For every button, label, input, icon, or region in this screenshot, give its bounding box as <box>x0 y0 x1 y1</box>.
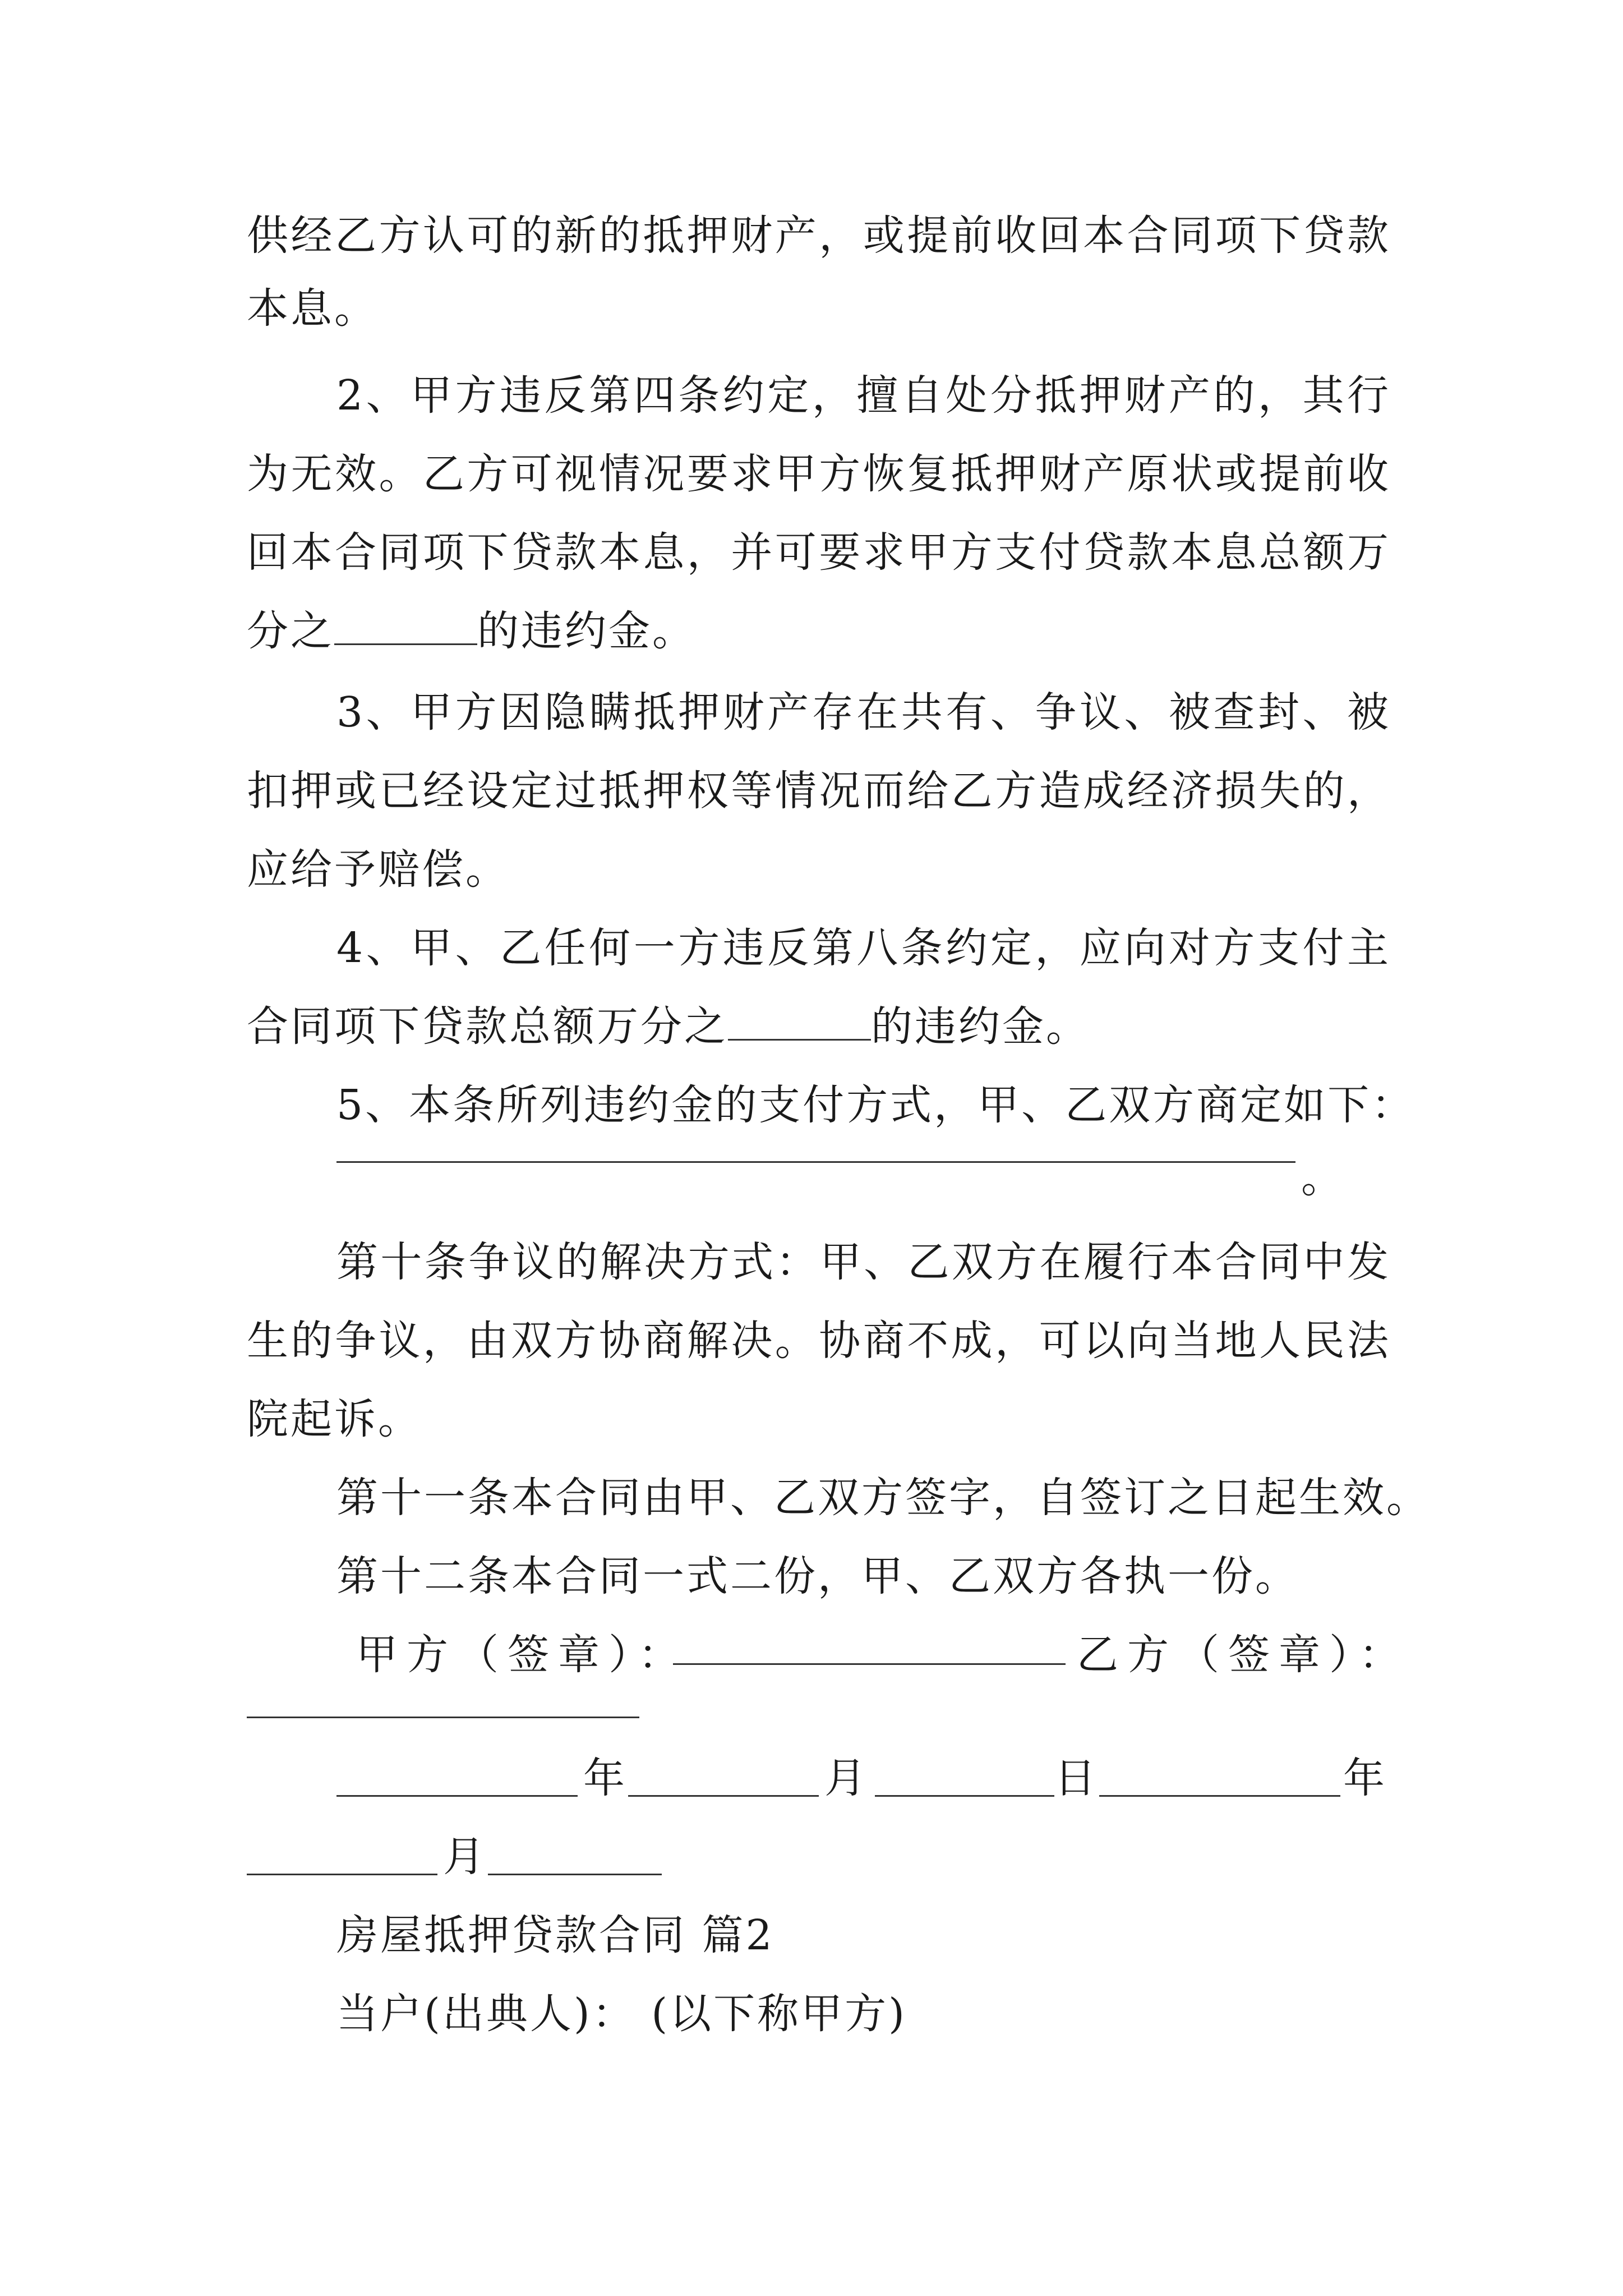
date-day-label: 日 <box>1054 1754 1098 1802</box>
date-day-blank-2[interactable] <box>488 1874 662 1875</box>
fill-blank[interactable] <box>334 604 477 645</box>
period-mark: 。 <box>1301 1154 1345 1202</box>
paragraph-line: 回本合同项下贷款本息，并可要求甲方支付贷款本息总额万 <box>247 528 1391 577</box>
paragraph-line: 为无效。乙方可视情况要求甲方恢复抵押财产原状或提前收 <box>247 450 1391 498</box>
date-month-blank-2[interactable] <box>247 1874 437 1875</box>
paragraph-line <box>247 999 1391 1055</box>
date-day-blank[interactable] <box>875 1795 1054 1797</box>
article-11-line: 第十一条本合同由甲、乙双方签字，自签订之日起生效。 <box>336 1474 1430 1522</box>
paragraph-line: 本息。 <box>247 284 378 333</box>
date-month-label-2: 月 <box>443 1833 487 1881</box>
fill-blank[interactable] <box>336 1161 1295 1163</box>
paragraph-line: 院起诉。 <box>247 1395 422 1443</box>
fill-blank[interactable] <box>728 1000 871 1041</box>
line-text: 的违约金。 <box>477 607 696 655</box>
clause-5-line: 5、本条所列违约金的支付方式，甲、乙双方商定如下： <box>336 1081 1415 1129</box>
date-year-blank-2[interactable] <box>1099 1795 1340 1797</box>
party-a-signature-label: 甲方（签章）： <box>356 1631 689 1679</box>
clause-2-line: 2、甲方违反第四条约定，擅自处分抵押财产的，其行 <box>336 371 1391 420</box>
section-title: 房屋抵押贷款合同 篇2 <box>336 1911 774 1959</box>
party-b-signature-blank[interactable] <box>247 1717 639 1718</box>
pawner-line: 当户(出典人)： (以下称甲方) <box>336 1990 907 2038</box>
paragraph-line <box>247 603 1391 659</box>
date-year-label-2: 年 <box>1343 1754 1387 1802</box>
paragraph-line: 应给予赔偿。 <box>247 845 509 894</box>
line-text: 合同项下贷款总额万分之 <box>247 1002 728 1051</box>
date-year-blank[interactable] <box>336 1795 578 1797</box>
date-month-label: 月 <box>824 1754 868 1802</box>
date-month-blank[interactable] <box>628 1795 819 1797</box>
clause-3-line: 3、甲方因隐瞒抵押财产存在共有、争议、被查封、被 <box>336 688 1391 737</box>
paragraph-line: 生的争议，由双方协商解决。协商不成，可以向当地人民法 <box>247 1317 1391 1365</box>
line-text: 的违约金。 <box>871 1002 1090 1051</box>
paragraph-line: 扣押或已经设定过抵押权等情况而给乙方造成经济损失的， <box>247 767 1391 815</box>
article-12-line: 第十二条本合同一式二份，甲、乙双方各执一份。 <box>336 1552 1299 1600</box>
paragraph-line: 供经乙方认可的新的抵押财产，或提前收回本合同项下贷款 <box>247 211 1391 260</box>
line-text: 分之 <box>247 607 334 655</box>
party-a-signature-blank[interactable] <box>673 1663 1066 1665</box>
party-b-signature-label: 乙方（签章）： <box>1077 1631 1409 1679</box>
clause-4-line: 4、甲、乙任何一方违反第八条约定，应向对方支付主 <box>336 924 1391 972</box>
article-10-line: 第十条争议的解决方式：甲、乙双方在履行本合同中发 <box>336 1238 1391 1286</box>
date-year-label: 年 <box>583 1754 627 1802</box>
